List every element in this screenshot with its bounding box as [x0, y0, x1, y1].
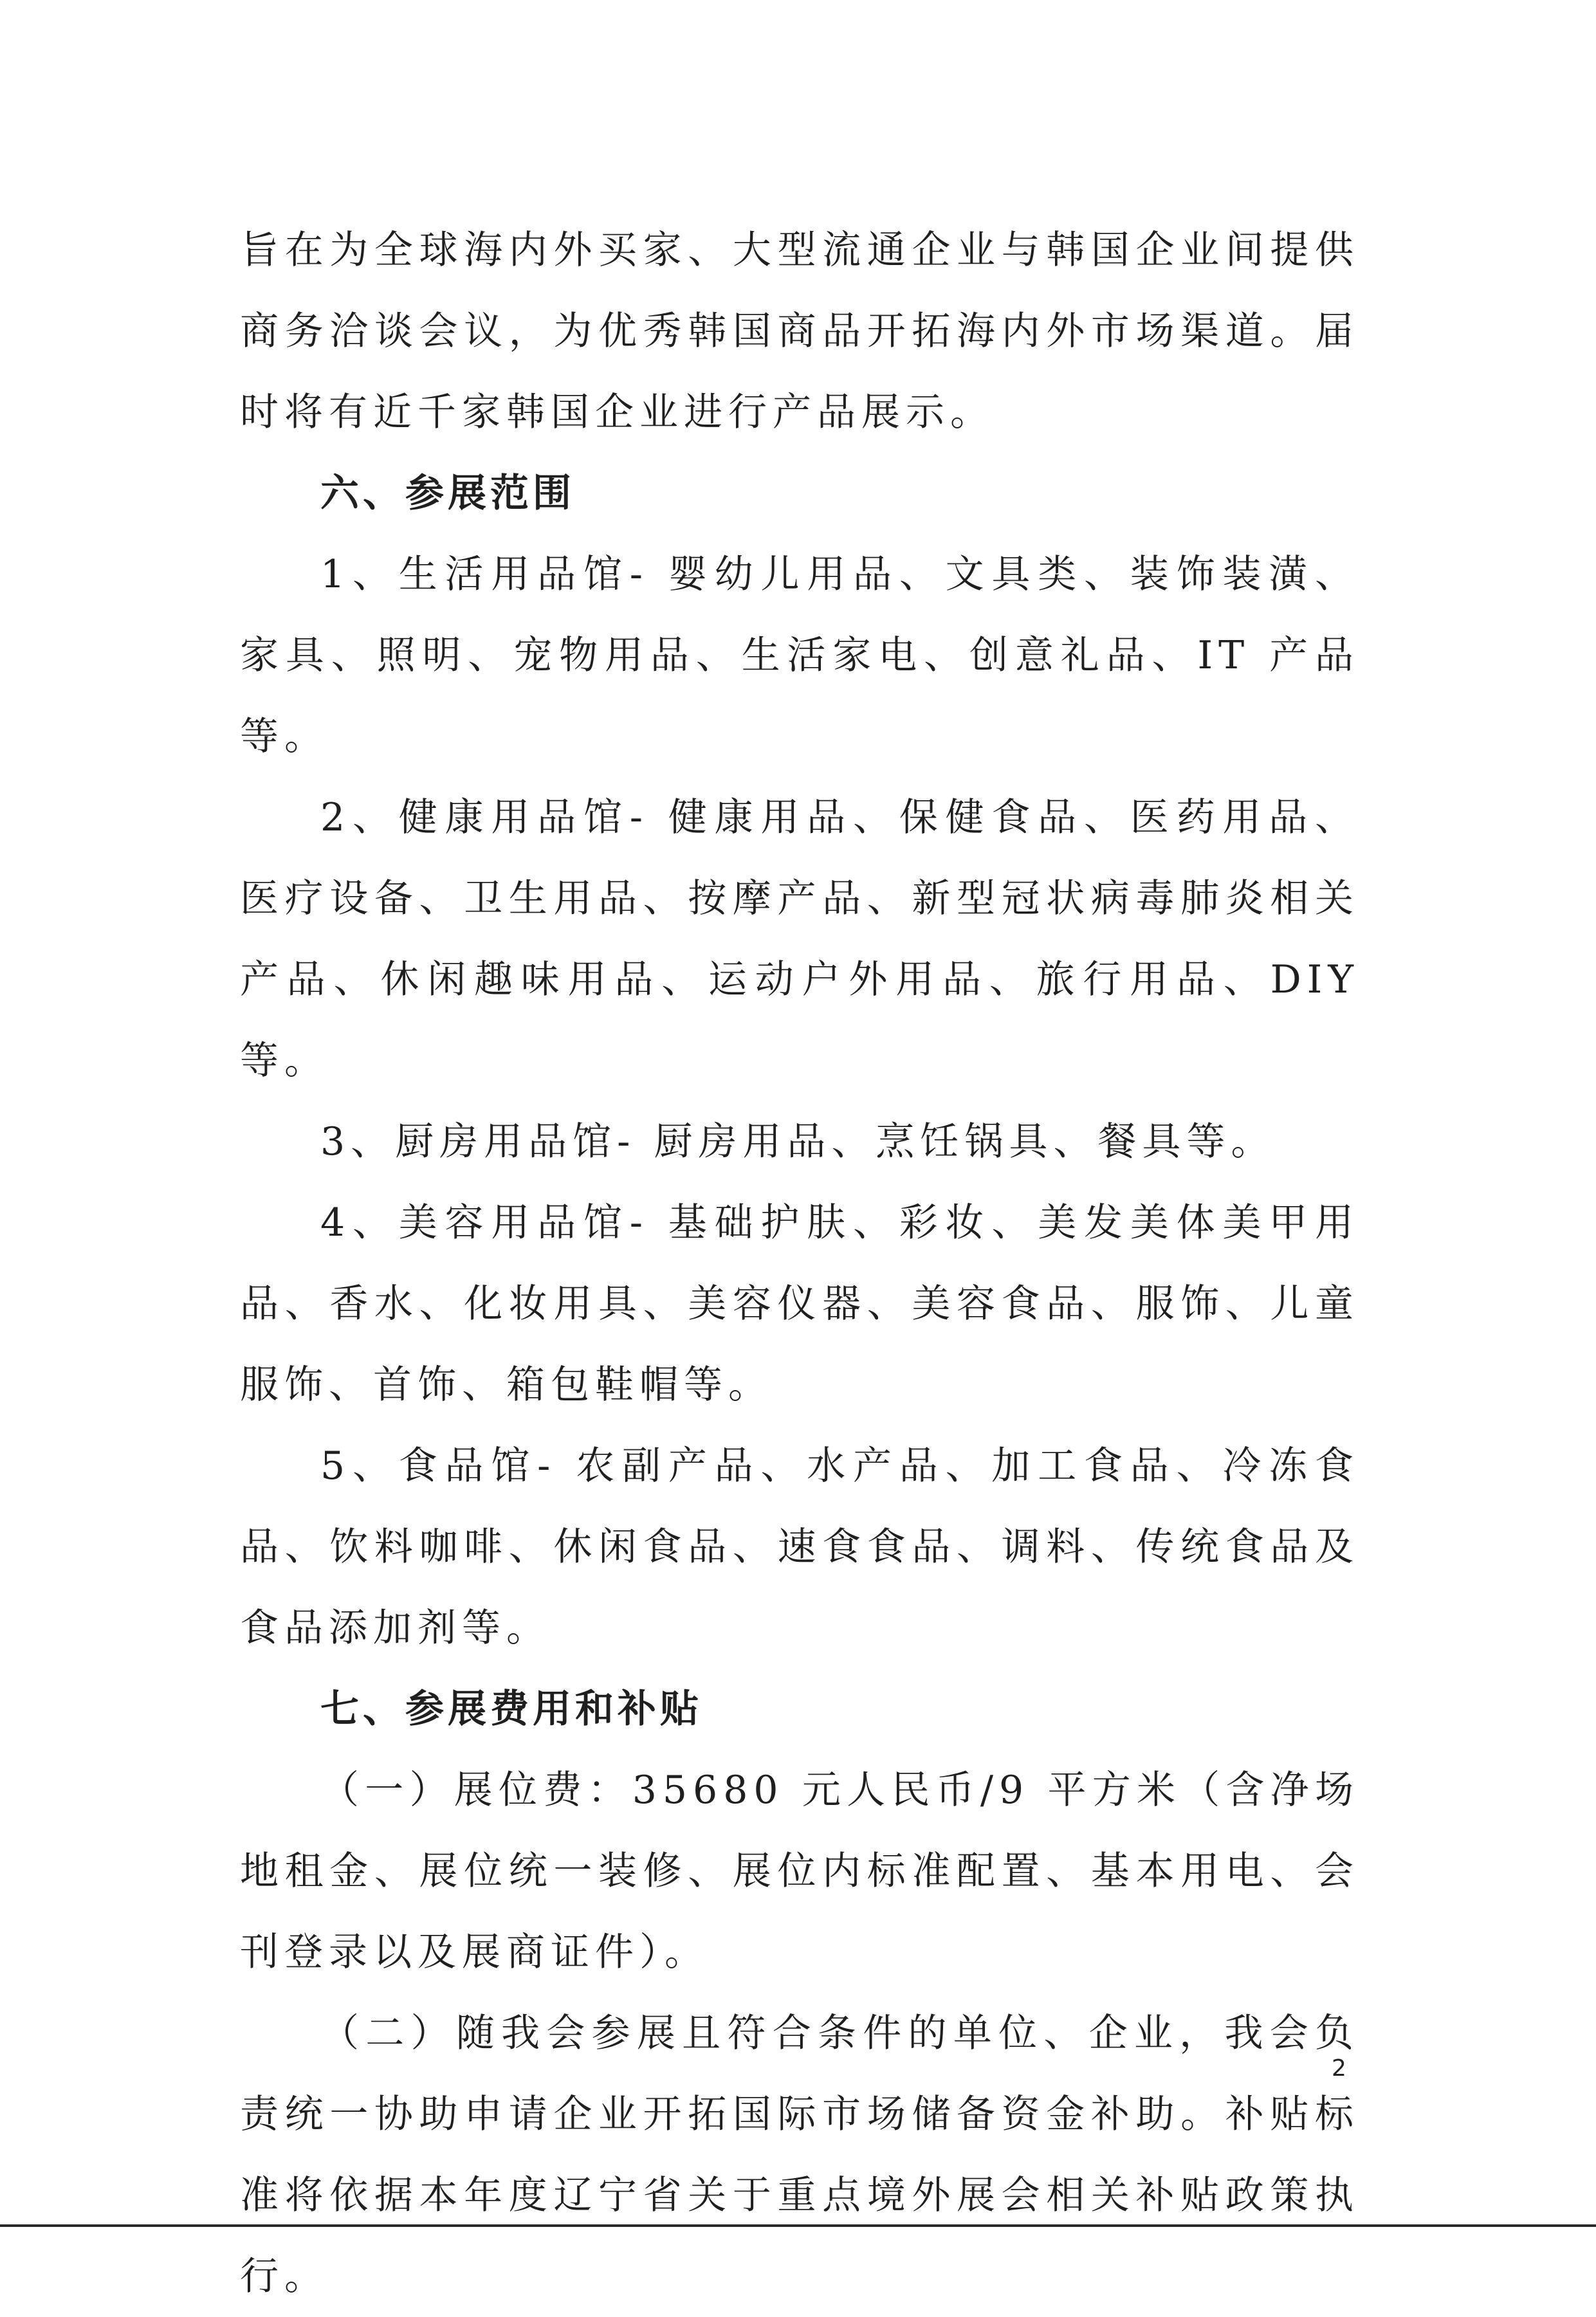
scope-item-1: 1、生活用品馆- 婴幼儿用品、文具类、装饰装潢、家具、照明、宠物用品、生活家电、创意礼品、IT 产品等。: [240, 552, 1359, 759]
page-number: 2: [1332, 2055, 1346, 2082]
document-body: [240, 210, 1359, 2317]
bottom-border-line: [0, 2224, 1596, 2227]
section-heading-fees: 七、参展费用和补贴: [320, 1687, 702, 1732]
section-heading-scope: 六、参展范围: [320, 471, 575, 516]
fee-item-1: （一）展位费：35680 元人民币/9 平方米（含净场地租金、展位统一装修、展位内标准配置、基本用电、会刊登录以及展商证件）。: [240, 1768, 1359, 1975]
scope-item-3: 3、厨房用品馆- 厨房用品、烹饪锅具、餐具等。: [320, 1119, 1276, 1164]
scope-item-4: 4、美容用品馆- 基础护肤、彩妆、美发美体美甲用品、香水、化妆用具、美容仪器、美容食品、服饰、儿童服饰、首饰、箱包鞋帽等。: [240, 1200, 1359, 1407]
intro-paragraph: 旨在为全球海内外买家、大型流通企业与韩国企业间提供商务洽谈会议，为优秀韩国商品开拓海内外市场渠道。届时将有近千家韩国企业进行产品展示。: [240, 228, 1359, 435]
scope-item-2: 2、健康用品馆- 健康用品、保健食品、医药用品、医疗设备、卫生用品、按摩产品、新型冠状病毒肺炎相关产品、休闲趣味用品、运动户外用品、旅行用品、DIY 等。: [240, 795, 1359, 1083]
fee-item-2: （二）随我会参展且符合条件的单位、企业，我会负责统一协助申请企业开拓国际市场储备资金补助。补贴标准将依据本年度辽宁省关于重点境外展会相关补贴政策执行。: [240, 2011, 1359, 2299]
scope-item-5: 5、食品馆- 农副产品、水产品、加工食品、冷冻食品、饮料咖啡、休闲食品、速食食品、调料、传统食品及食品添加剂等。: [240, 1443, 1359, 1651]
